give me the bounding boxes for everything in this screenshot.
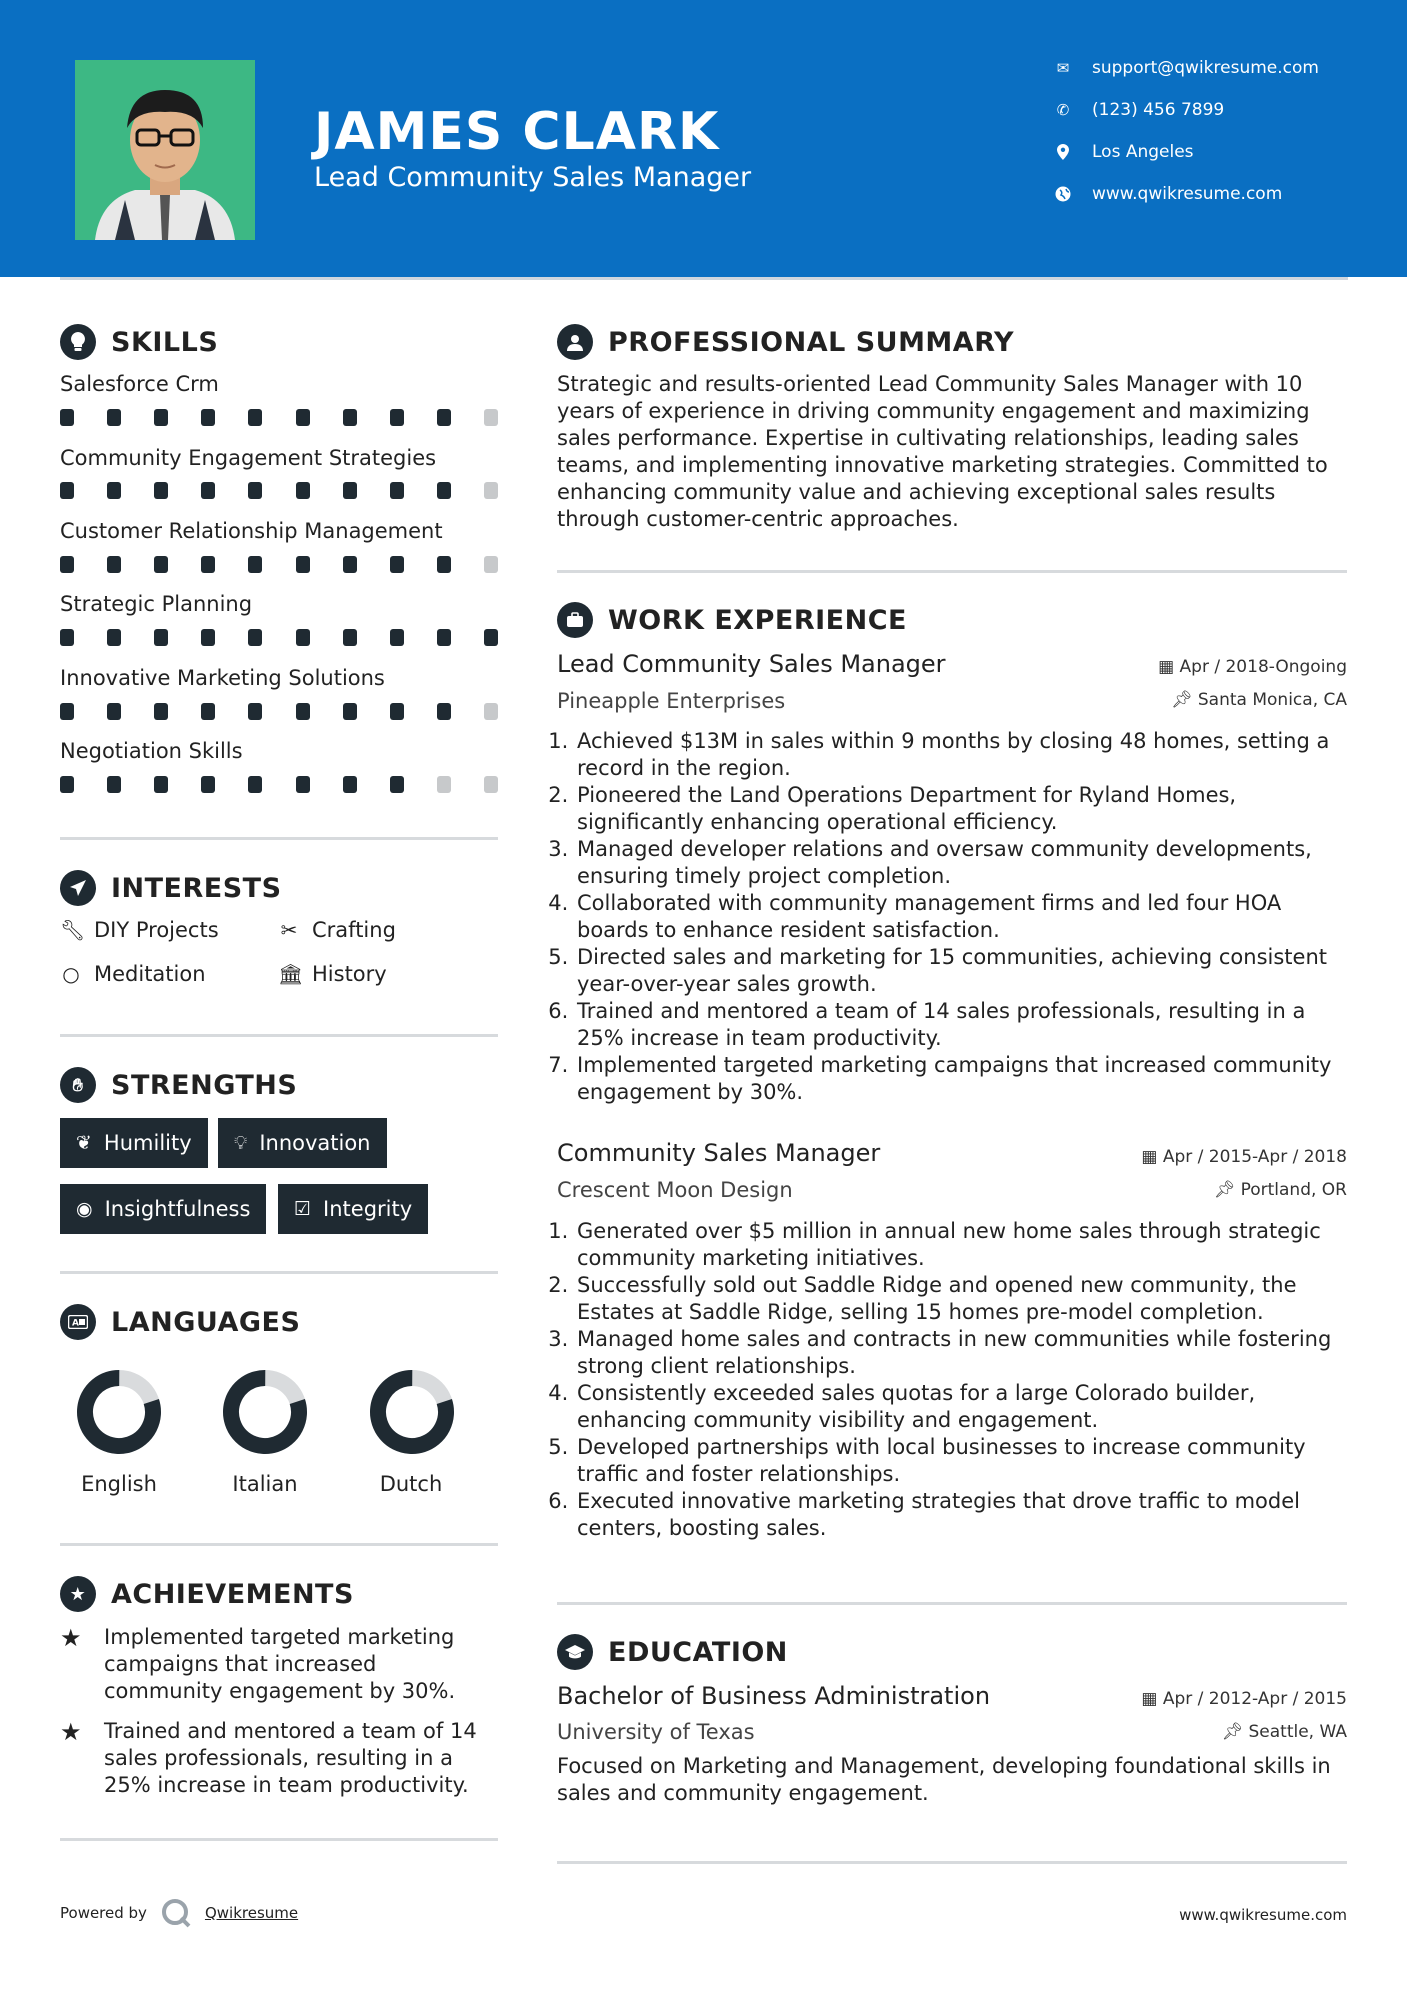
summary-text: Strategic and results-oriented Lead Community Sales Manager with 10 years of experience in driving community engagement and maximizing sales performance. Expertise in cultivating relationships, leading sales teams, and implementing innovative marketing strategies. Committed to enhancing community value and achieving exceptional sales results through customer-centric approaches. [557, 372, 1328, 531]
list-item: 3. Managed developer relations and oversaw community developments, ensuring timely project completion. [575, 836, 1347, 890]
ring-fill [369, 1369, 455, 1455]
skill-name: Community Engagement Strategies [60, 446, 437, 470]
skill-dot [201, 482, 215, 499]
pushpin-icon: 📌︎ [1221, 1722, 1249, 1742]
job-bullets [557, 1218, 1347, 1542]
strength-badge: ❦ Humility [60, 1118, 208, 1168]
company-name: Pineapple Enterprises [557, 689, 786, 713]
skill-dot [201, 703, 215, 720]
globe-icon [1054, 185, 1072, 203]
skill-dot [390, 556, 404, 573]
profile-photo [75, 60, 255, 240]
skill-dot [60, 482, 74, 499]
company-name: Crescent Moon Design [557, 1178, 793, 1202]
skill-name: Negotiation Skills [60, 739, 243, 763]
languages-heading: A LANGUAGES [60, 1304, 300, 1340]
qwikresume-link[interactable]: Qwikresume [204, 1904, 299, 1922]
job-bullets [557, 728, 1347, 1106]
list-item: 6. Executed innovative marketing strategies that drove traffic to model centers, boosting sales. [575, 1488, 1347, 1542]
section-divider [557, 1861, 1347, 1864]
list-item: 2. Pioneered the Land Operations Department for Ryland Homes, significantly enhancing operational efficiency. [575, 782, 1347, 836]
list-item: 5. Developed partnerships with local businesses to increase community traffic and foster relationships. [575, 1434, 1347, 1488]
skill-dot [60, 556, 74, 573]
skill-dot [248, 703, 262, 720]
ring-fill [222, 1369, 308, 1455]
job-location: 📌︎ Portland, OR [1213, 1180, 1347, 1200]
achievement-item: ★ Implemented targeted marketing campaigns that increased community engagement by 30%. [60, 1624, 456, 1703]
skill-dot [437, 482, 451, 499]
svg-text:A: A [72, 1318, 80, 1329]
section-divider [557, 570, 1347, 573]
interest-item: 🏛︎ History [278, 962, 387, 986]
strength-badge: 💡︎ Innovation [218, 1118, 387, 1168]
education-description: Focused on Marketing and Management, developing foundational skills in sales and community engagement. [557, 1754, 1331, 1805]
phone-icon: ✆ [1056, 101, 1070, 119]
contact-website[interactable]: www.qwikresume.com [1054, 184, 1282, 204]
language-name: Dutch [379, 1472, 443, 1496]
skill-name: Innovative Marketing Solutions [60, 666, 385, 690]
eye-icon: ◉ [76, 1198, 93, 1220]
skill-level-dots [60, 409, 498, 426]
calendar-icon: ▦ [1141, 1147, 1163, 1167]
contact-location: Los Angeles [1054, 142, 1194, 162]
section-divider [60, 1034, 498, 1037]
calendar-icon: ▦ [1158, 657, 1180, 677]
job-title: Lead Community Sales Manager [557, 650, 946, 678]
skill-dot [296, 776, 310, 793]
strength-badge: ◉ Insightfulness [60, 1184, 266, 1234]
lightbulb-icon: 💡︎ [234, 1132, 248, 1154]
skill-dot [201, 556, 215, 573]
skill-dot [201, 409, 215, 426]
list-item: 7. Implemented targeted marketing campaigns that increased community engagement by 30%. [575, 1052, 1347, 1106]
paper-plane-icon [60, 870, 96, 906]
skill-dot [60, 703, 74, 720]
list-item: 6. Trained and mentored a team of 14 sales professionals, resulting in a 25% increase in team productivity. [575, 998, 1347, 1052]
skill-dot [437, 776, 451, 793]
skill-name: Customer Relationship Management [60, 519, 443, 543]
star-icon: ★ [60, 1718, 82, 1746]
checkbox-icon: ☑ [294, 1198, 312, 1220]
skill-dot [248, 556, 262, 573]
list-item: 5. Directed sales and marketing for 15 communities, achieving consistent year-over-year sales growth. [575, 944, 1347, 998]
section-divider [60, 837, 498, 840]
degree-title: Bachelor of Business Administration [557, 1682, 991, 1710]
skill-dot [107, 703, 121, 720]
skill-dot [201, 776, 215, 793]
skill-dot [343, 409, 357, 426]
skill-dot [390, 776, 404, 793]
list-item: 4. Collaborated with community management firms and led four HOA boards to enhance resident satisfaction. [575, 890, 1347, 944]
language-ring [222, 1369, 308, 1455]
skill-dot [484, 629, 498, 646]
skill-dot [154, 556, 168, 573]
skill-dot [437, 409, 451, 426]
skill-dot [296, 409, 310, 426]
skill-dot [248, 409, 262, 426]
list-item: 4. Consistently exceeded sales quotas for a large Colorado builder, enhancing community visibility and engagement. [575, 1380, 1347, 1434]
education-heading: EDUCATION [557, 1634, 788, 1670]
strengths-heading: ✋︎ STRENGTHS [60, 1067, 297, 1103]
section-divider [557, 1602, 1347, 1605]
interest-item: ○ Meditation [60, 962, 206, 986]
skill-dot [390, 703, 404, 720]
lightbulb-icon [60, 324, 96, 360]
skill-dot [107, 409, 121, 426]
skill-dot [343, 482, 357, 499]
skill-dot [107, 556, 121, 573]
wrench-icon: 🔧︎ [60, 918, 86, 942]
skill-name: Strategic Planning [60, 592, 253, 616]
skill-dot [343, 556, 357, 573]
museum-icon: 🏛︎ [278, 962, 304, 986]
language-ring [76, 1369, 162, 1455]
pushpin-icon: 📌︎ [1213, 1180, 1241, 1200]
skill-dot [248, 776, 262, 793]
skill-dot [296, 556, 310, 573]
qwikresume-logo-icon [161, 1898, 191, 1928]
user-icon [557, 324, 593, 360]
skill-dot [484, 482, 498, 499]
skill-dot [437, 703, 451, 720]
skill-dot [296, 629, 310, 646]
skill-dot [107, 482, 121, 499]
skill-dot [60, 776, 74, 793]
education-dates: ▦ Apr / 2012-Apr / 2015 [1141, 1689, 1347, 1709]
list-item: 1. Generated over $5 million in annual new home sales through strategic community marketing initiatives. [575, 1218, 1347, 1272]
skill-dot [437, 556, 451, 573]
footer-website[interactable]: www.qwikresume.com [1179, 1906, 1347, 1924]
list-item: 2. Successfully sold out Saddle Ridge and opened new community, the Estates at Saddle Ridge, selling 15 homes pre-model completion. [575, 1272, 1347, 1326]
briefcase-icon [557, 602, 593, 638]
language-ring [369, 1369, 455, 1455]
skill-dot [154, 776, 168, 793]
skill-dot [296, 703, 310, 720]
interests-heading: INTERESTS [60, 870, 282, 906]
candidate-role: Lead Community Sales Manager [314, 162, 752, 193]
envelope-icon: ✉ [1056, 59, 1070, 77]
school-name: University of Texas [557, 1720, 755, 1744]
interest-item: 🔧︎ DIY Projects [60, 918, 219, 942]
skill-dot [248, 482, 262, 499]
job-title: Community Sales Manager [557, 1139, 881, 1167]
skill-dot [343, 776, 357, 793]
location-pin-icon [1054, 143, 1072, 161]
skill-dot [248, 629, 262, 646]
language-name: English [81, 1472, 157, 1496]
header-divider [60, 277, 1348, 280]
skill-dot [154, 409, 168, 426]
circle-icon: ○ [62, 962, 80, 986]
skill-dot [484, 703, 498, 720]
skill-dot [390, 629, 404, 646]
list-item: 1. Achieved $13M in sales within 9 months by closing 48 homes, setting a record in the region. [575, 728, 1347, 782]
scissors-icon: ✂ [280, 918, 298, 942]
skill-dot [390, 482, 404, 499]
language-icon [60, 1304, 96, 1340]
candidate-name: JAMES CLARK [314, 102, 720, 162]
skills-heading: SKILLS [60, 324, 218, 360]
calendar-icon: ▦ [1141, 1689, 1163, 1709]
skill-dot [390, 409, 404, 426]
star-icon: ★ [60, 1624, 82, 1652]
hand-icon: ✋︎ [60, 1067, 96, 1103]
skill-dot [201, 629, 215, 646]
job-dates: ▦ Apr / 2015-Apr / 2018 [1141, 1147, 1347, 1167]
skill-dot [60, 629, 74, 646]
skill-name: Salesforce Crm [60, 372, 219, 396]
section-divider [60, 1543, 498, 1546]
section-divider [60, 1271, 498, 1274]
contact-email[interactable]: ✉ support@qwikresume.com [1054, 58, 1319, 78]
skill-level-dots [60, 556, 498, 573]
skill-dot [154, 703, 168, 720]
contact-phone[interactable]: ✆ (123) 456 7899 [1054, 100, 1224, 120]
skill-level-dots [60, 776, 498, 793]
skill-level-dots [60, 629, 498, 646]
skill-dot [296, 482, 310, 499]
strength-badge: ☑ Integrity [278, 1184, 428, 1234]
skill-dot [343, 629, 357, 646]
achievements-heading: ★ ACHIEVEMENTS [60, 1576, 354, 1612]
skill-dot [154, 629, 168, 646]
skill-level-dots [60, 703, 498, 720]
ring-fill [76, 1369, 162, 1455]
skill-dot [107, 776, 121, 793]
graduation-cap-icon [557, 1634, 593, 1670]
list-item: 3. Managed home sales and contracts in new communities while fostering strong client relationships. [575, 1326, 1347, 1380]
star-badge-icon: ★ [60, 1576, 96, 1612]
skill-dot [107, 629, 121, 646]
skill-dot [60, 409, 74, 426]
skill-dot [484, 556, 498, 573]
education-location: 📌︎ Seattle, WA [1221, 1722, 1347, 1742]
job-dates: ▦ Apr / 2018-Ongoing [1158, 657, 1347, 677]
skill-dot [484, 409, 498, 426]
pushpin-icon: 📌︎ [1170, 690, 1198, 710]
skill-level-dots [60, 482, 498, 499]
skill-dot [343, 703, 357, 720]
summary-heading: PROFESSIONAL SUMMARY [557, 324, 1014, 360]
footer-powered-by: Powered by Qwikresume [60, 1898, 298, 1928]
experience-heading: WORK EXPERIENCE [557, 602, 907, 638]
section-divider [60, 1838, 498, 1841]
job-location: 📌︎ Santa Monica, CA [1170, 690, 1347, 710]
skill-dot [484, 776, 498, 793]
language-name: Italian [232, 1472, 298, 1496]
resume-header [0, 0, 1407, 277]
skill-dot [437, 629, 451, 646]
leaf-icon: ❦ [76, 1132, 92, 1154]
achievement-item: ★ Trained and mentored a team of 14 sales professionals, resulting in a 25% increase in team productivity. [60, 1718, 477, 1797]
interest-item: ✂ Crafting [278, 918, 396, 942]
skill-dot [154, 482, 168, 499]
